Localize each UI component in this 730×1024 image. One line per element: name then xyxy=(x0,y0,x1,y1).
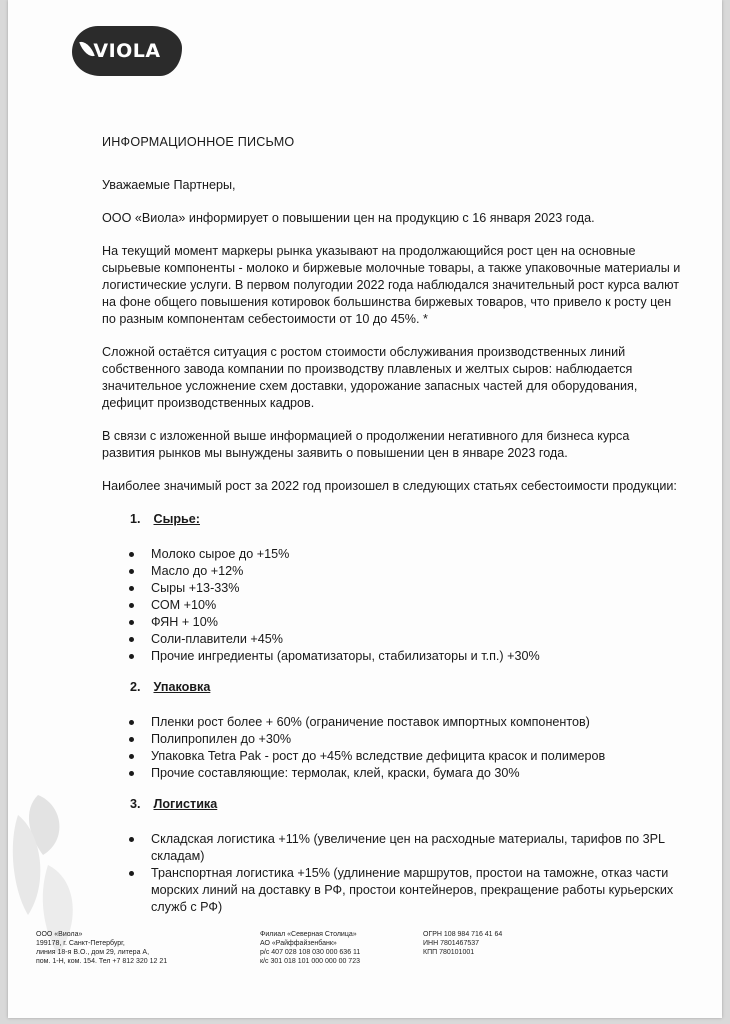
footer-bank-info: Филиал «Северная Столица» АО «Райффайзенбанк» р/с 407 028 108 030 000 636 11 к/с 301 018 101 000 000 00 723 xyxy=(260,931,361,965)
section-title: Сырье: xyxy=(153,512,200,526)
bullet-list xyxy=(102,831,682,916)
section-packaging xyxy=(102,679,682,782)
section-title: Упаковка xyxy=(153,680,211,694)
list-item: Соли-плавители +45% xyxy=(102,631,682,648)
list-item: Прочие ингредиенты (ароматизаторы, стабилизаторы и т.п.) +30% xyxy=(102,648,682,665)
list-item: Полипропилен до +30% xyxy=(102,731,682,748)
section-number: 3. xyxy=(130,797,141,811)
list-item: Прочие составляющие: термолак, клей, краски, бумага до 30% xyxy=(102,765,682,782)
footer-registration-info: ОГРН 108 984 716 41 64 ИНН 7801467537 КПП 780101001 xyxy=(423,931,503,956)
viola-logo xyxy=(72,26,182,76)
greeting: Уважаемые Партнеры, xyxy=(102,178,236,192)
section-number: 2. xyxy=(130,680,141,694)
section-raw-materials xyxy=(102,511,682,665)
list-item: Сыры +13-33% xyxy=(102,580,682,597)
footer-company-info: ООО «Виола» 199178, г. Санкт-Петербург, линия 18-я В.О., дом 29, литера А, пом. 1-Н, ком. 154. Тел +7 812 320 12 21 xyxy=(36,931,168,965)
list-item: СОМ +10% xyxy=(102,597,682,614)
section-number: 1. xyxy=(130,512,141,526)
list-item: Масло до +12% xyxy=(102,563,682,580)
paragraph-cost-items: Наиболее значимый рост за 2022 год произошел в следующих статьях себестоимости продукции: xyxy=(102,479,677,493)
paragraph-market: На текущий момент маркеры рынка указывают на продолжающийся рост цен на основные сырьевые компоненты - молоко и биржевые молочные товары, а также упаковочные материалы и логистические услуги. В первом полугодии 2022 года наблюдался значительный рост курса валют на фоне общего повышения котировок большинства биржевых товаров, что привело к росту цен по разным компонентам себестоимости от 10 до 45%. * xyxy=(102,244,681,326)
section-title: Логистика xyxy=(153,797,218,811)
logo-text: VIOLA xyxy=(93,40,161,62)
bullet-list xyxy=(102,714,682,782)
paragraph-price-increase: В связи с изложенной выше информацией о продолжении негативного для бизнеса курса развития рынков мы вынуждены заявить о повышении цен в январе 2023 года. xyxy=(102,429,630,460)
letter-body xyxy=(102,134,682,930)
list-item: Упаковка Tetra Pak - рост до +45% вследствие дефицита красок и полимеров xyxy=(102,748,682,765)
bullet-list xyxy=(102,546,682,665)
section-heading xyxy=(130,511,682,528)
list-item: Пленки рост более + 60% (ограничение поставок импортных компонентов) xyxy=(102,714,682,731)
list-item: Складская логистика +11% (увеличение цен на расходные материалы, тарифов по 3PL складам) xyxy=(102,831,682,865)
section-heading xyxy=(130,679,682,696)
section-logistics xyxy=(102,796,682,916)
section-heading xyxy=(130,796,682,813)
intro-paragraph: ООО «Виола» информирует о повышении цен на продукцию с 16 января 2023 года. xyxy=(102,211,595,225)
list-item: Транспортная логистика +15% (удлинение маршрутов, простои на таможне, отказ части морских линий на доставку в РФ, простои контейнеров, прекращение работы курьерских служб с РФ) xyxy=(102,865,682,916)
letter-title: ИНФОРМАЦИОННОЕ ПИСЬМО xyxy=(102,135,295,149)
letter-page xyxy=(8,0,722,1018)
list-item: Молоко сырое до +15% xyxy=(102,546,682,563)
list-item: ФЯН + 10% xyxy=(102,614,682,631)
paragraph-production: Сложной остаётся ситуация с ростом стоимости обслуживания производственных линий собственного завода компании по производству плавленых и желтых сыров: наблюдается значительное усложнение схем доставки, удорожание запасных частей для оборудования, дефицит производственных кадров. xyxy=(102,345,638,410)
